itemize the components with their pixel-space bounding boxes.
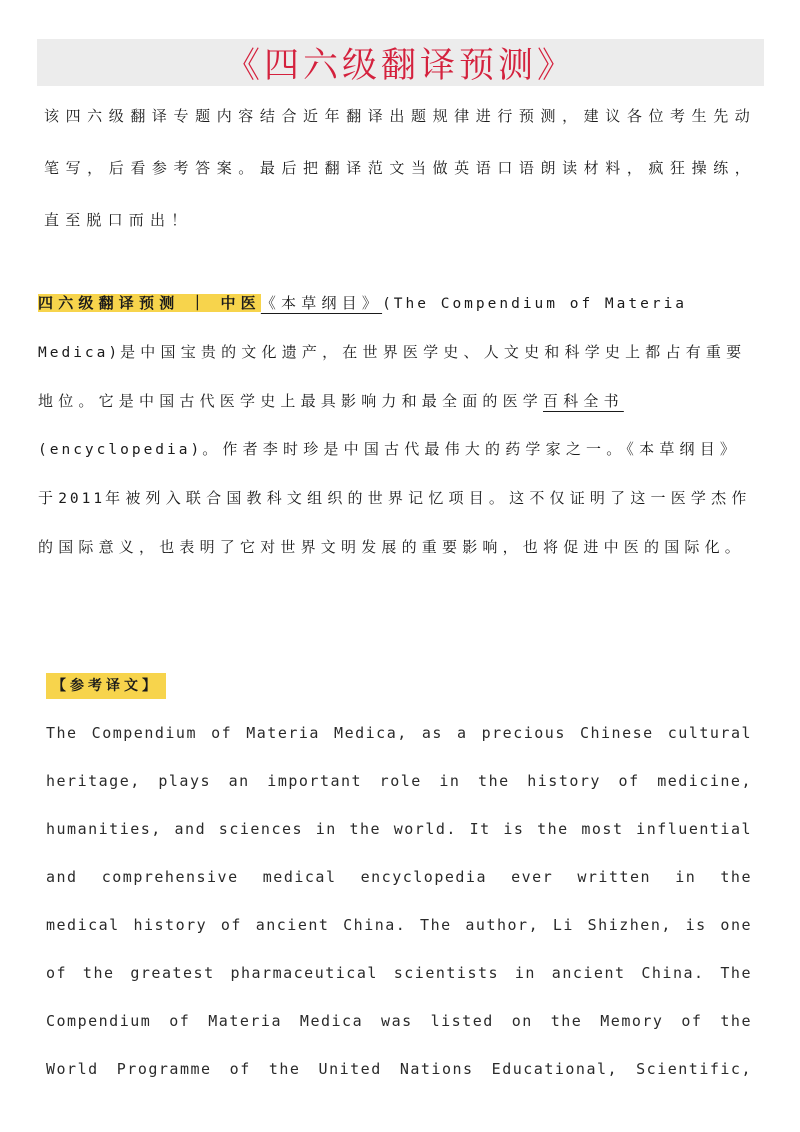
translation-line: humanities, and sciences in the world. It is the most influential [46,820,752,838]
translation-line: The Compendium of Materia Medica, as a precious Chinese cultural [46,724,752,742]
book-english-name: (The Compendium of Materia Medica) [38,296,688,361]
passage-year: 2011 [58,491,106,507]
passage-text-c: 年被列入联合国教科文组织的世界记忆项目。这不仅证明了这一医学杰作的国际意义，也表明了它对世界文明发展的重要影响，也将促进中医的国际化。 [38,489,752,556]
title-banner [37,39,764,86]
intro-paragraph: 该四六级翻译专题内容结合近年翻译出题规律进行预测，建议各位考生先动笔写，后看参考答案。最后把翻译范文当做英语口语朗读材料，疯狂操练，直至脱口而出！ [44,107,756,229]
topic-label: 四六级翻译预测 ｜ 中医 [38,294,261,312]
translation-line: Compendium of Materia Medica was listed on the Memory of the [46,1012,752,1030]
passage-text-b: 。作者李时珍是中国古代最伟大的药学家之一。《本草纲目》于 [38,440,741,507]
translation-line: of the greatest pharmaceutical scientists in ancient China. The [46,964,752,982]
translation-line: heritage, plays an important role in the history of medicine, [46,772,752,790]
reference-translation [46,709,752,1093]
page-title: 《四六级翻译预测》 [224,45,576,86]
reference-translation-label: 【参考译文】 [46,673,166,699]
translation-line: World Programme of the United Nations Educational, Scientific, [46,1060,752,1078]
keyword-english: (encyclopedia) [38,442,203,458]
translation-line: medical history of ancient China. The author, Li Shizhen, is one [46,916,752,934]
keyword-encyclopedia: 百科全书 [543,392,624,410]
book-title: 《本草纲目》 [260,294,383,312]
passage-text-a: 是中国宝贵的文化遗产，在世界医学史、人文史和科学史上都占有重要地位。它是中国古代医学史上最具影响力和最全面的医学 [38,343,747,410]
chinese-passage [38,279,756,571]
translation-line: and comprehensive medical encyclopedia ever written in the [46,868,752,886]
